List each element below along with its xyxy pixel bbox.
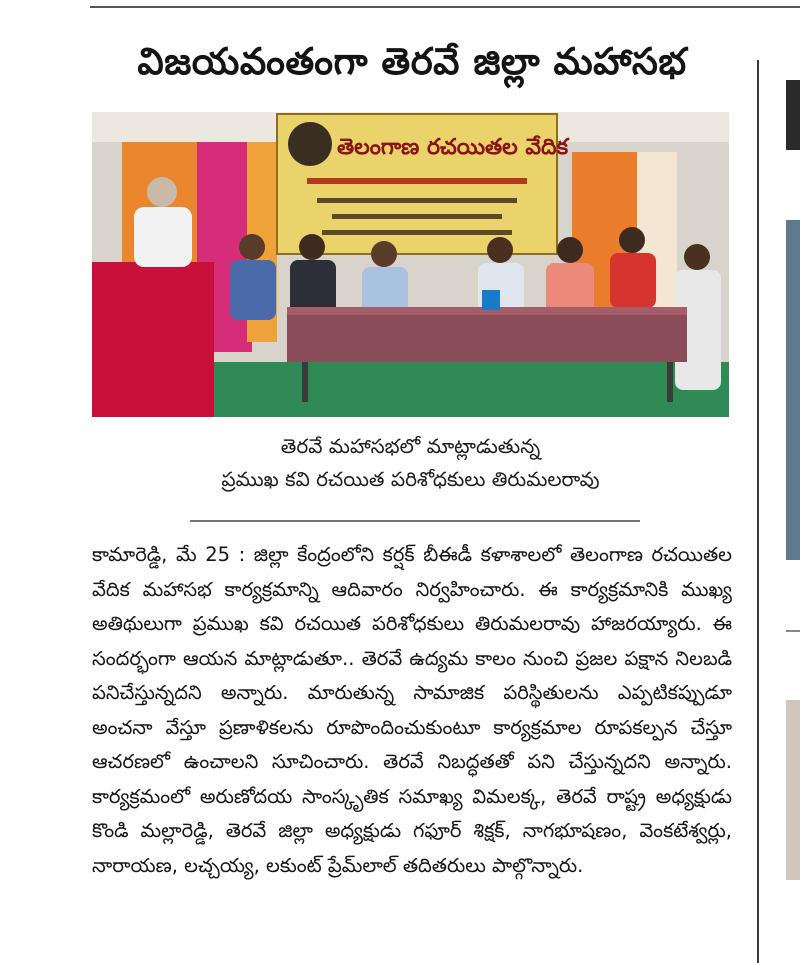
caption-line-1: తెరవే మహాసభలో మాట్లాడుతున్న (280, 434, 541, 458)
neighbor-column-photo-2 (786, 700, 800, 880)
caption-rule (190, 520, 640, 522)
article-headline: విజయవంతంగా తెరవే జిల్లా మహాసభ (137, 40, 687, 83)
neighbor-column-rule (786, 630, 800, 632)
photo-illustration (92, 112, 729, 417)
photo-caption (92, 430, 729, 496)
article-photo (92, 112, 729, 417)
column-divider (757, 60, 759, 963)
neighbor-column-fragment (786, 80, 800, 150)
neighbor-column-photo (786, 220, 800, 560)
banner-title: తెలంగాణ రచయితల వేదిక (337, 135, 569, 160)
caption-line-2: ప్రముఖ కవి రచయిత పరిశోధకులు తిరుమలరావు (221, 467, 600, 491)
top-rule (90, 6, 800, 8)
article-body: కామారెడ్డి, మే 25 : జిల్లా కేంద్రంలోని కర్షక్ బీఈడీ కళాశాలలో తెలంగాణ రచయితల వేదిక మహాసభ కార్యక్రమాన్ని ఆదివారం నిర్వహించారు. ఈ కార్యక్రమానికి ముఖ్య అతిథులుగా ప్రముఖ కవి రచయిత పరిశోధకులు తిరుమలరావు హాజరయ్యారు. ఈ సందర్భంగా ఆయన మాట్లాడుతూ.. తెరవే ఉద్యమ కాలం నుంచి ప్రజల పక్షాన నిలబడి పనిచేస్తున్నదని అన్నారు. మారుతున్న సామాజిక పరిస్థితులను ఎప్పటికప్పుడూ అంచనా వేస్తూ ప్రణాళికలను రూపొందించుకుంటూ కార్యక్రమాల రూపకల్పన చేస్తూ ఆచరణలో ఉంచాలని సూచించారు. తెరవే నిబద్ధతతో పని చేస్తున్నదని అన్నారు. కార్యక్రమంలో అరుణోదయ సాంస్కృతిక సమాఖ్య విమలక్క, తెరవే రాష్ట్ర అధ్యక్షుడు కొండి మల్లారెడ్డి, తెరవే జిల్లా అధ్యక్షుడు గఫూర్ శిక్షక్, నాగభూషణం, వెంకటేశ్వర్లు, నారాయణ, లచ్చయ్య, లకుంట్ ప్రేమ్‌లాల్ తదితరులు పాల్గొన్నారు. (92, 543, 732, 877)
